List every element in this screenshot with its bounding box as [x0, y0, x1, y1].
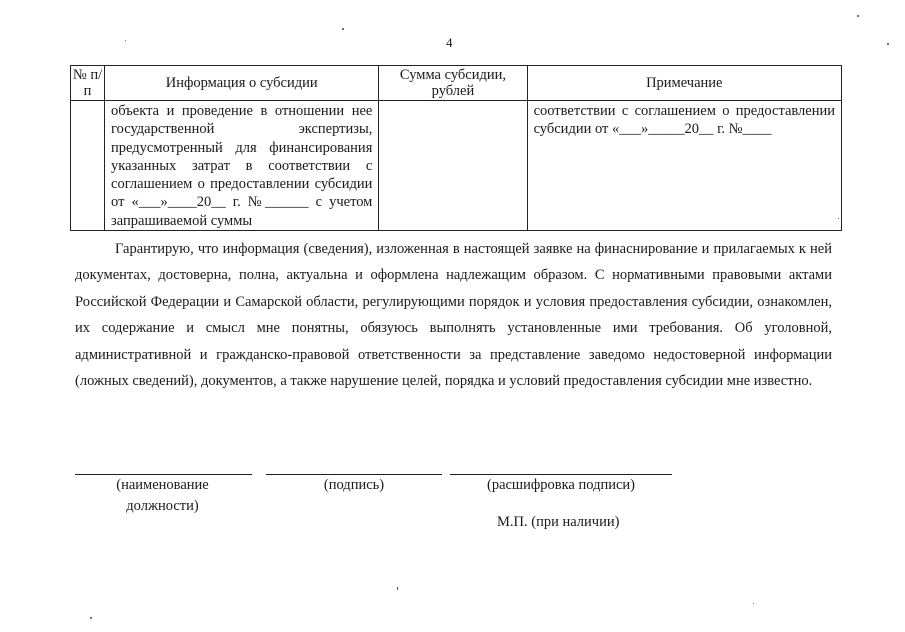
table-header-row [71, 66, 842, 101]
scan-speck [125, 40, 126, 41]
scan-speck [753, 603, 754, 604]
cell-info-text: объекта и проведение в отношении нее государственной экспертизы, предусмотренный для финансирования указанных затрат в соответствии с соглашением о предоставлении субсидии от «___»____20__ г. №______ с учетом запрашиваемой суммы [111, 103, 373, 229]
table-row [71, 101, 842, 231]
cell-note [527, 101, 841, 231]
scan-speck [397, 587, 398, 590]
stamp-label: М.П. (при наличии) [497, 514, 620, 530]
cell-note-text: соответствии с соглашением о предоставлении субсидии от «___»_____20__ г. №____ [533, 103, 835, 138]
header-number: № п/п [71, 66, 105, 101]
position-label: (наименование должности) [116, 477, 209, 514]
subsidy-table [70, 65, 842, 231]
header-info: Информация о субсидии [105, 66, 379, 101]
header-amount: Сумма субсидии, рублей [379, 66, 527, 101]
cell-number [71, 101, 105, 231]
scan-speck [838, 218, 839, 219]
scan-speck [857, 15, 859, 17]
scan-speck [90, 617, 92, 619]
decoding-label: (расшифровка подписи) [486, 477, 636, 493]
scan-speck [887, 43, 889, 45]
page-number: 4 [446, 35, 453, 50]
declaration-paragraph: Гарантирую, что информация (сведения), изложенная в настоящей заявке на финаснирование и прилагаемых к ней документах, достоверна, полна, актуальна и оформлена надлежащим образом. С нормативными правовыми актами Российской Федерации и Самарской области, регулирующими порядок и условия предоставления субсидии, ознакомлен, их содержание и смысл мне понятны, обязуюсь выполнять установленные ими требования. Об уголовной, административной и гражданско-правовой ответственности за представление заведомо недостоверной информации (ложных сведений), документов, а также нарушение целей, порядка и условий предоставления субсидии мне известно. [75, 241, 832, 390]
cell-info [105, 101, 379, 231]
signature-label: (подпись) [323, 477, 385, 493]
cell-amount [379, 101, 527, 231]
scan-speck [342, 28, 344, 30]
declaration-text [75, 236, 832, 394]
header-note: Примечание [527, 66, 841, 101]
